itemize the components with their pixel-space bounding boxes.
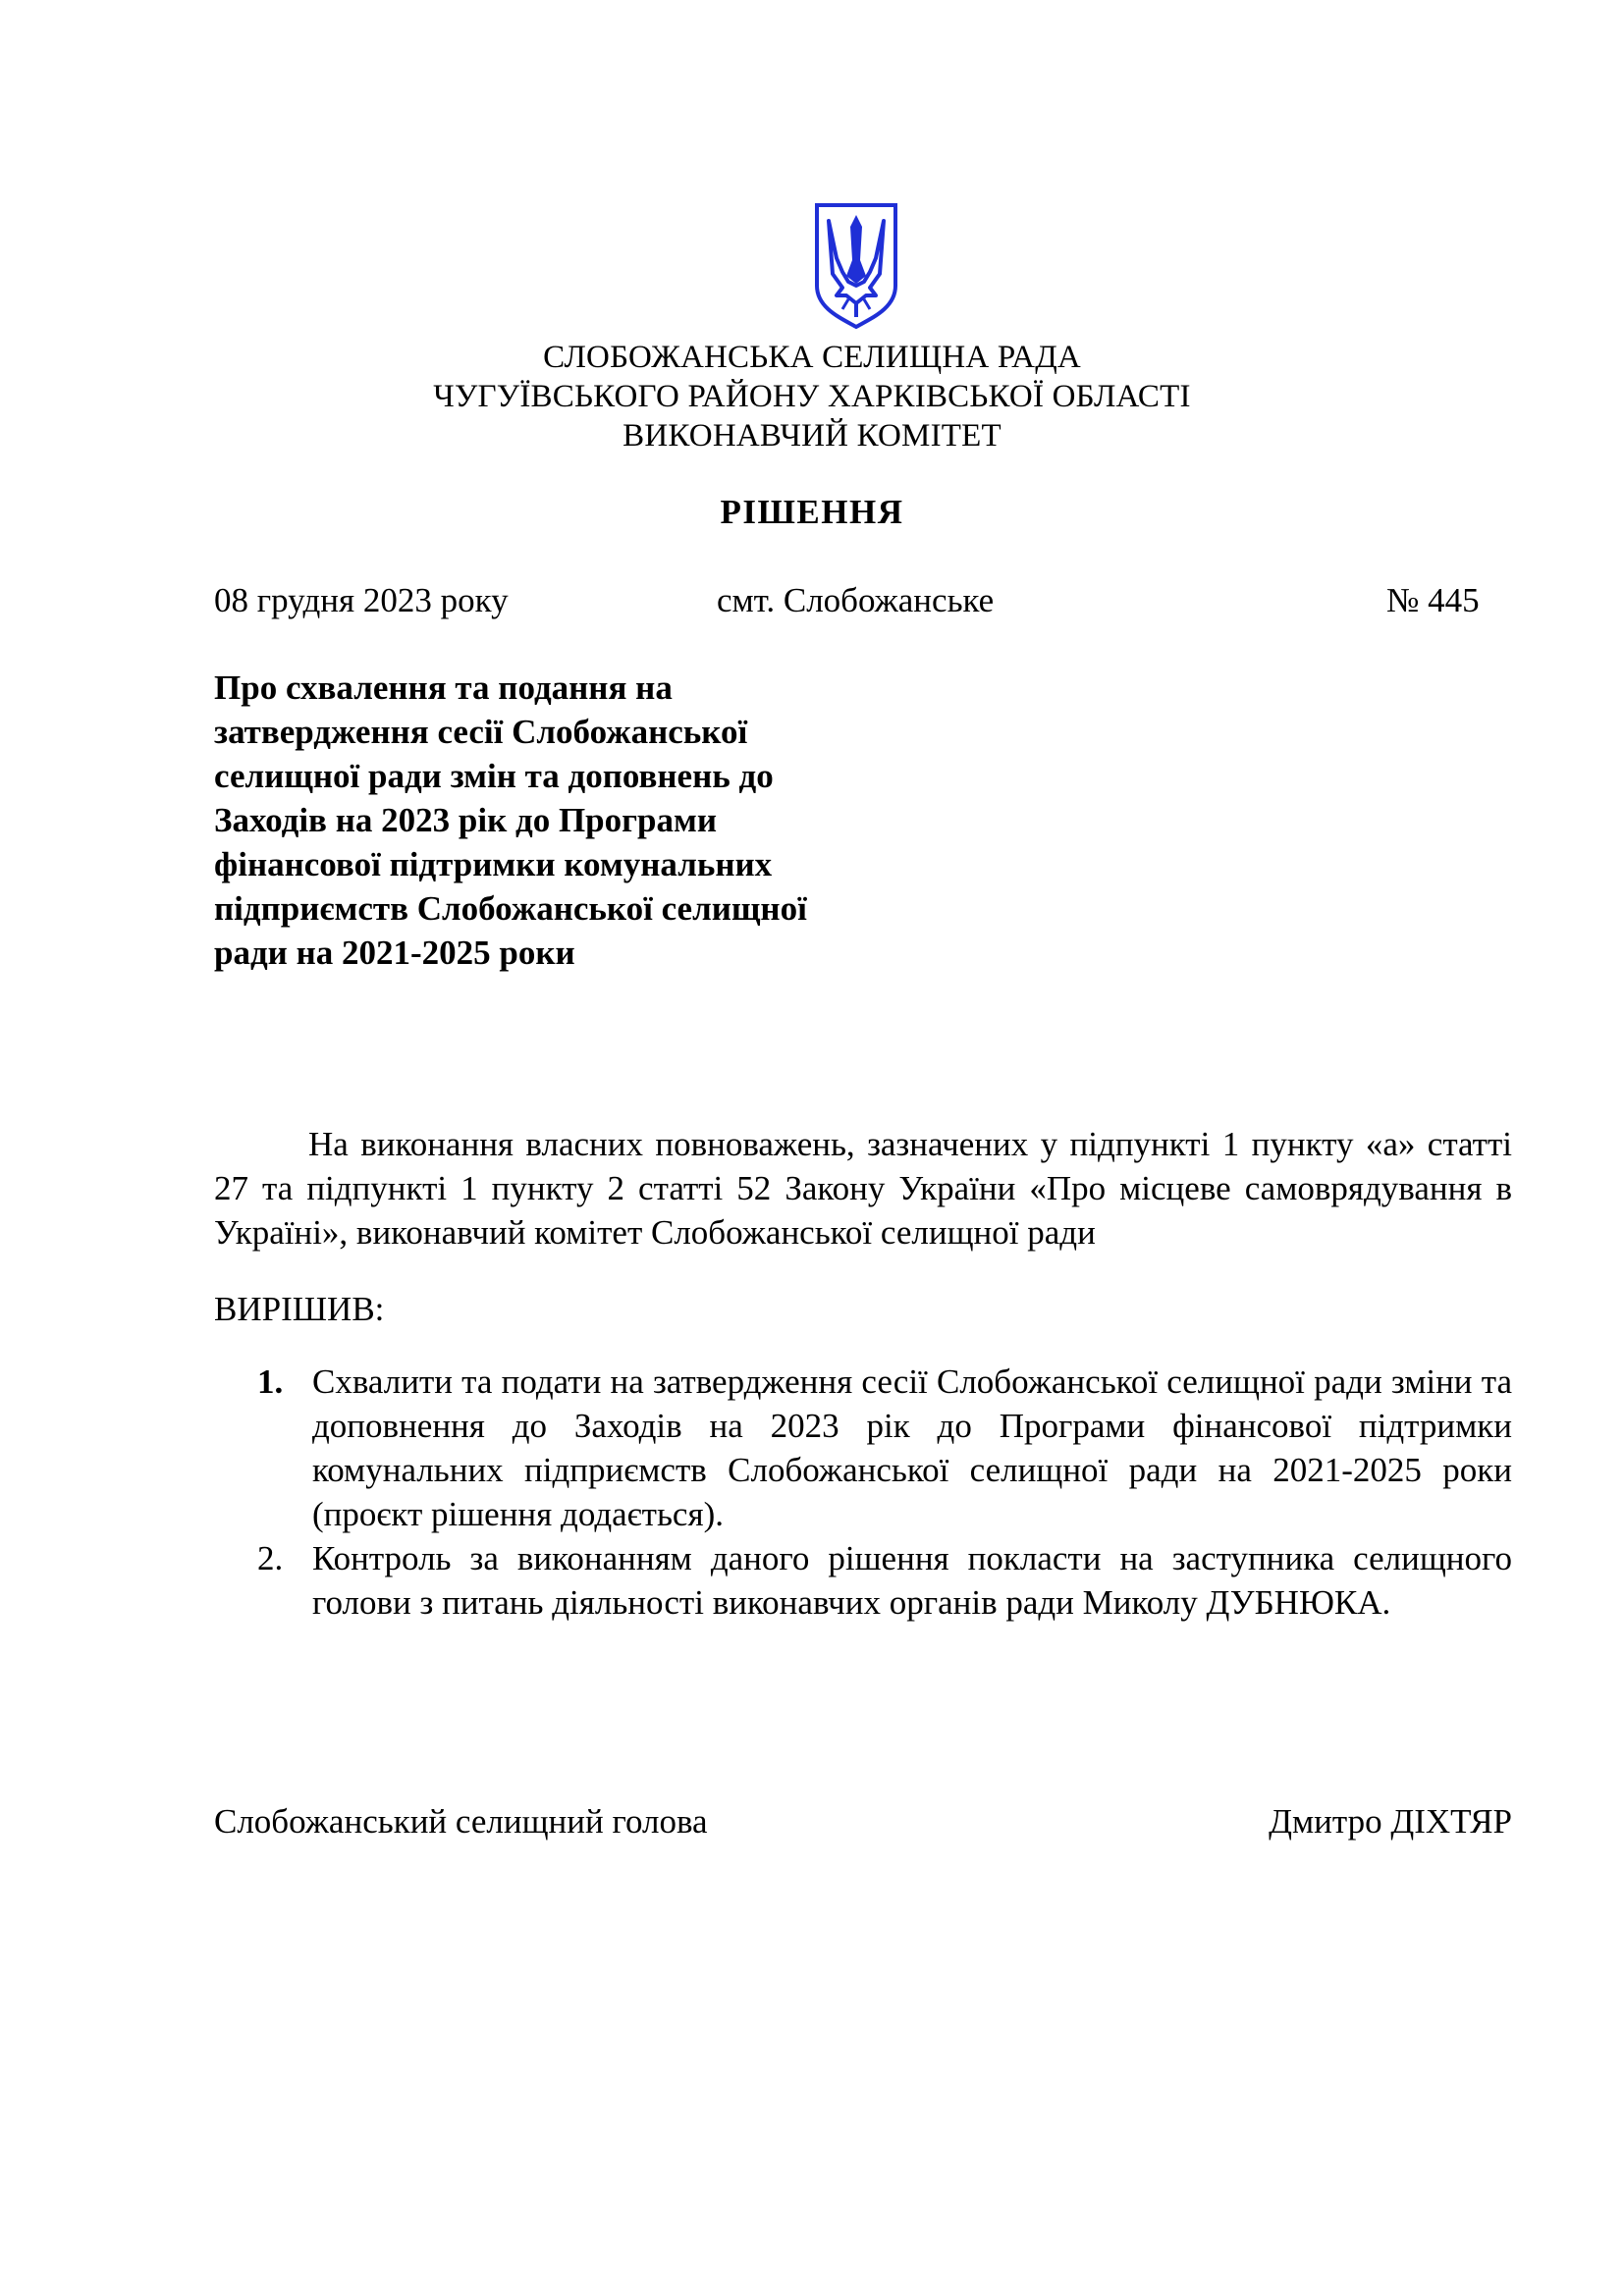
decision-place: смт. Слобожанське (717, 581, 995, 619)
list-item-number: 1. (257, 1362, 284, 1401)
list-item (214, 1536, 1512, 1625)
decision-title: РІШЕННЯ (720, 493, 904, 531)
decision-subject: Про схвалення та подання на затвердження сесії Слобожанської селищної ради змін та доповнень до Заходів на 2023 рік до Програми фінансової підтримки комунальних підприємств Слобожанської селищної ради на 2021-2025 роки (214, 668, 807, 972)
list-item-number: 2. (257, 1539, 284, 1577)
decision-date: 08 грудня 2023 року (214, 581, 509, 619)
list-item (214, 1360, 1512, 1536)
list-item-text: Контроль за виконанням даного рішення покласти на заступника селищного голови з питань діяльності виконавчих органів ради Миколу ДУБНЮКА. (312, 1539, 1512, 1622)
list-item-text: Схвалити та подати на затвердження сесії Слобожанської селищної ради зміни та доповнення до Заходів на 2023 рік до Програми фінансової підтримки комунальних підприємств Слобожанської селищної ради на 2021-2025 роки (проєкт рішення додається). (312, 1362, 1512, 1533)
signatory-position: Слобожанський селищний голова (214, 1802, 708, 1841)
council-name: СЛОБОЖАНСЬКА СЕЛИЩНА РАДА (543, 340, 1081, 375)
district-name: ЧУГУЇВСЬКОГО РАЙОНУ ХАРКІВСЬКОЇ ОБЛАСТІ (433, 379, 1191, 414)
trident-emblem-icon (813, 201, 899, 331)
preamble-text: На виконання власних повноважень, зазначених у підпункті 1 пункту «а» статті 27 та підпункті 1 пункту 2 статті 52 Закону України «Про місцеве самоврядування в Україні», виконавчий комітет Слобожанської селищної ради (214, 1125, 1512, 1252)
committee-name: ВИКОНАВЧИЙ КОМІТЕТ (623, 418, 1001, 454)
decision-number: № 445 (1386, 581, 1480, 619)
resolved-heading: ВИРІШИВ: (214, 1290, 385, 1328)
signatory-name: Дмитро ДІХТЯР (1269, 1802, 1512, 1841)
preamble-paragraph (214, 1122, 1512, 1255)
